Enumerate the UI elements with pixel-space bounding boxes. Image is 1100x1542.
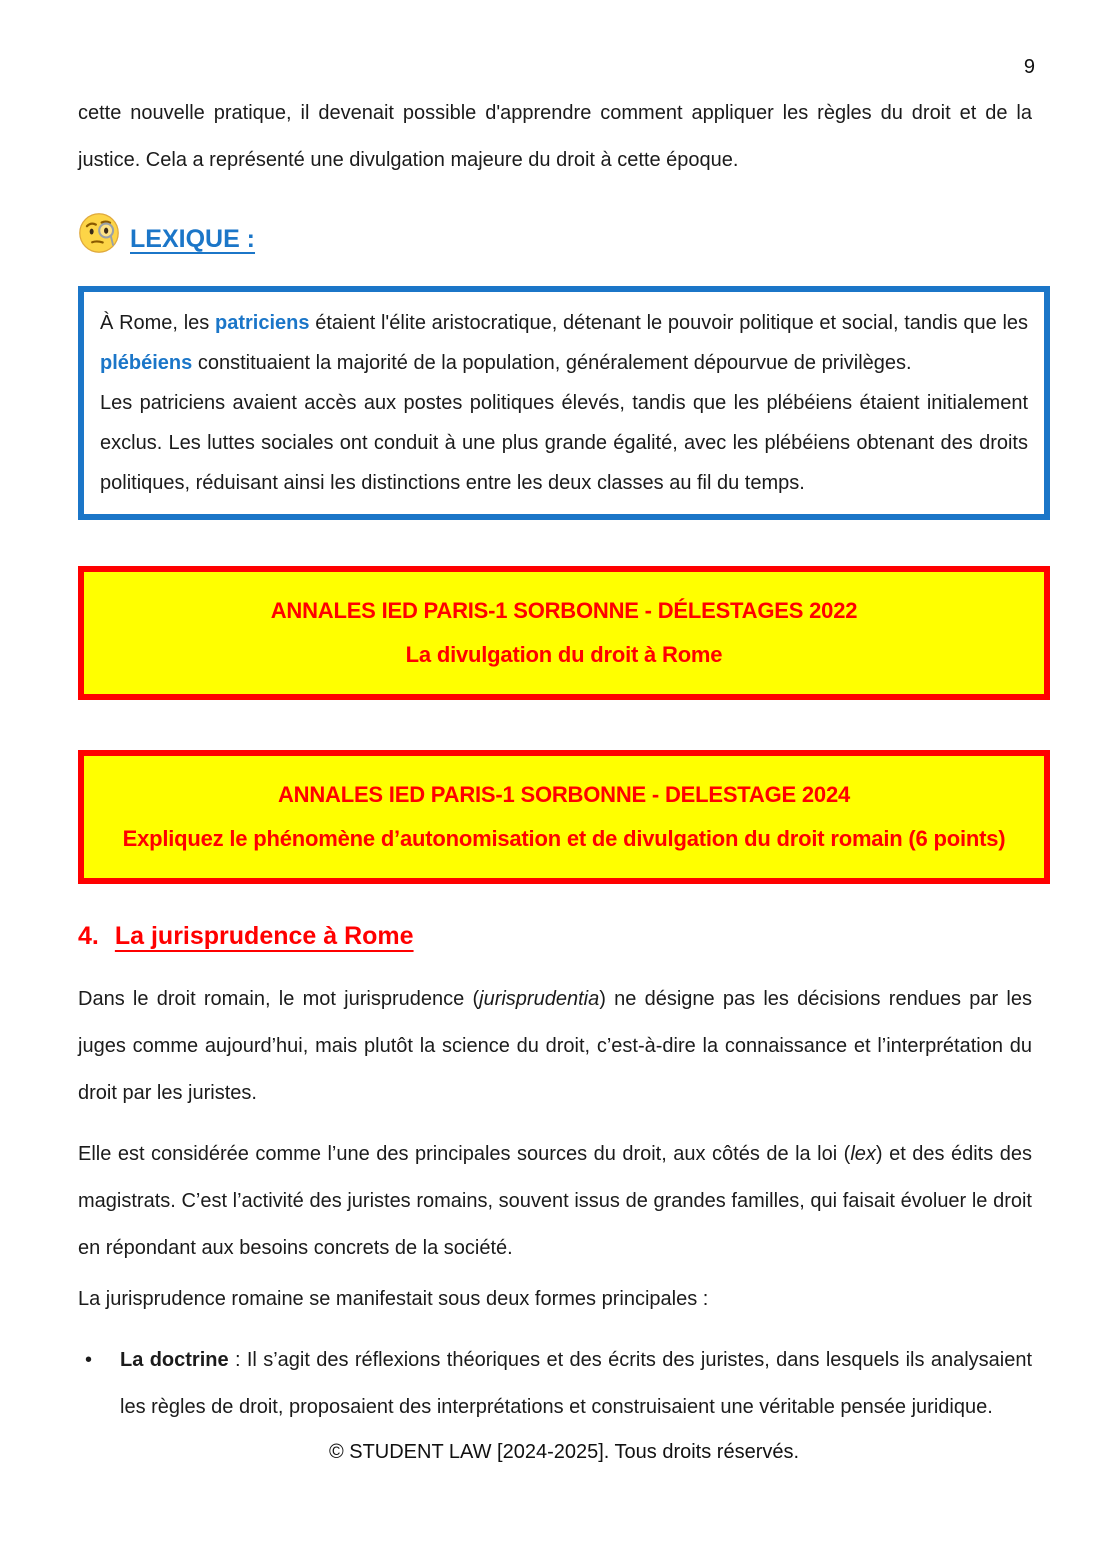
lexique-p1-text-mid: étaient l'élite aristocratique, détenant le pouvoir politique et social, tandis que les <box>309 312 1029 334</box>
bullet-description: : Il s’agit des réflexions théoriques et des écrits des juristes, dans lesquels ils analysaient les règles de droit, proposaient des interprétations et construisaient une véritable pensée juridique. <box>120 1349 1033 1418</box>
section-number: 4. <box>78 922 99 950</box>
annales-2022-subject: La divulgation du droit à Rome <box>405 642 723 667</box>
p1-text-end: ) ne désigne pas les décisions rendues par les juges comme aujourd’hui, mais plutôt la science du droit, c’est-à-dire la connaissance et l’interprétation du droit par les juristes. <box>78 988 1033 1104</box>
annales-2024-subject: Expliquez le phénomène d’autonomisation et de divulgation du droit romain (6 points) <box>122 826 1006 851</box>
bullet-term: La doctrine <box>120 1349 229 1371</box>
lexique-title: LEXIQUE : <box>130 225 256 253</box>
lexique-p1-text-end: constituaient la majorité de la population, généralement dépourvue de privilèges. <box>192 352 912 374</box>
section-heading-4 <box>78 920 1050 952</box>
lexique-definition-box <box>78 286 1050 520</box>
latin-term-lex: lex <box>850 1143 876 1165</box>
term-plebeiens: plébéiens <box>100 352 193 374</box>
p1-text: Dans le droit romain, le mot jurisprudence ( <box>78 988 480 1010</box>
annales-box-2022 <box>78 566 1050 700</box>
paragraph-deux-formes: La jurisprudence romaine se manifestait sous deux formes principales : <box>78 1288 709 1310</box>
lexique-paragraph-2: Les patriciens avaient accès aux postes politiques élevés, tandis que les plébéiens étaient initialement exclus. Les luttes sociales ont conduit à une plus grande égalité, avec les plébéiens obtenant des droits politiques, réduisant ainsi les distinctions entre les deux classes au fil du temps. <box>100 392 1028 494</box>
paragraph-jurisprudence-definition <box>78 976 1050 1117</box>
monocle-face-icon <box>78 212 120 254</box>
bullet-text <box>120 1337 1032 1431</box>
term-patriciens: patriciens <box>215 312 310 334</box>
annales-2024-title: ANNALES IED PARIS-1 SORBONNE - DELESTAGE 2024 <box>277 782 851 807</box>
intro-paragraph: cette nouvelle pratique, il devenait possible d'apprendre comment appliquer les règles du droit et de la justice. Cela a représenté une divulgation majeure du droit à cette époque. <box>78 102 1032 171</box>
lexique-heading-row <box>78 210 1050 254</box>
bullet-la-doctrine <box>78 1337 1050 1431</box>
copyright-footer: © STUDENT LAW [2024-2025]. Tous droits réservés. <box>328 1441 800 1463</box>
lexique-p1-text: À Rome, les <box>100 312 215 334</box>
annales-box-2024 <box>78 750 1050 884</box>
p2-text-end: ) et des édits des magistrats. C’est l’activité des juristes romains, souvent issus de grandes familles, qui faisait évoluer le droit en répondant aux besoins concrets de la société. <box>78 1143 1032 1259</box>
section-title: La jurisprudence à Rome <box>114 922 414 950</box>
page-number: 9 <box>1023 56 1035 78</box>
p2-text: Elle est considérée comme l’une des principales sources du droit, aux côtés de la loi ( <box>78 1143 851 1165</box>
latin-term-jurisprudentia: jurisprudentia <box>479 988 600 1010</box>
paragraph-sources-du-droit <box>78 1131 1050 1272</box>
annales-2022-title: ANNALES IED PARIS-1 SORBONNE - DÉLESTAGES 2022 <box>270 598 858 623</box>
bullet-marker: • <box>85 1349 93 1371</box>
lexique-paragraph-1 <box>100 303 1028 383</box>
